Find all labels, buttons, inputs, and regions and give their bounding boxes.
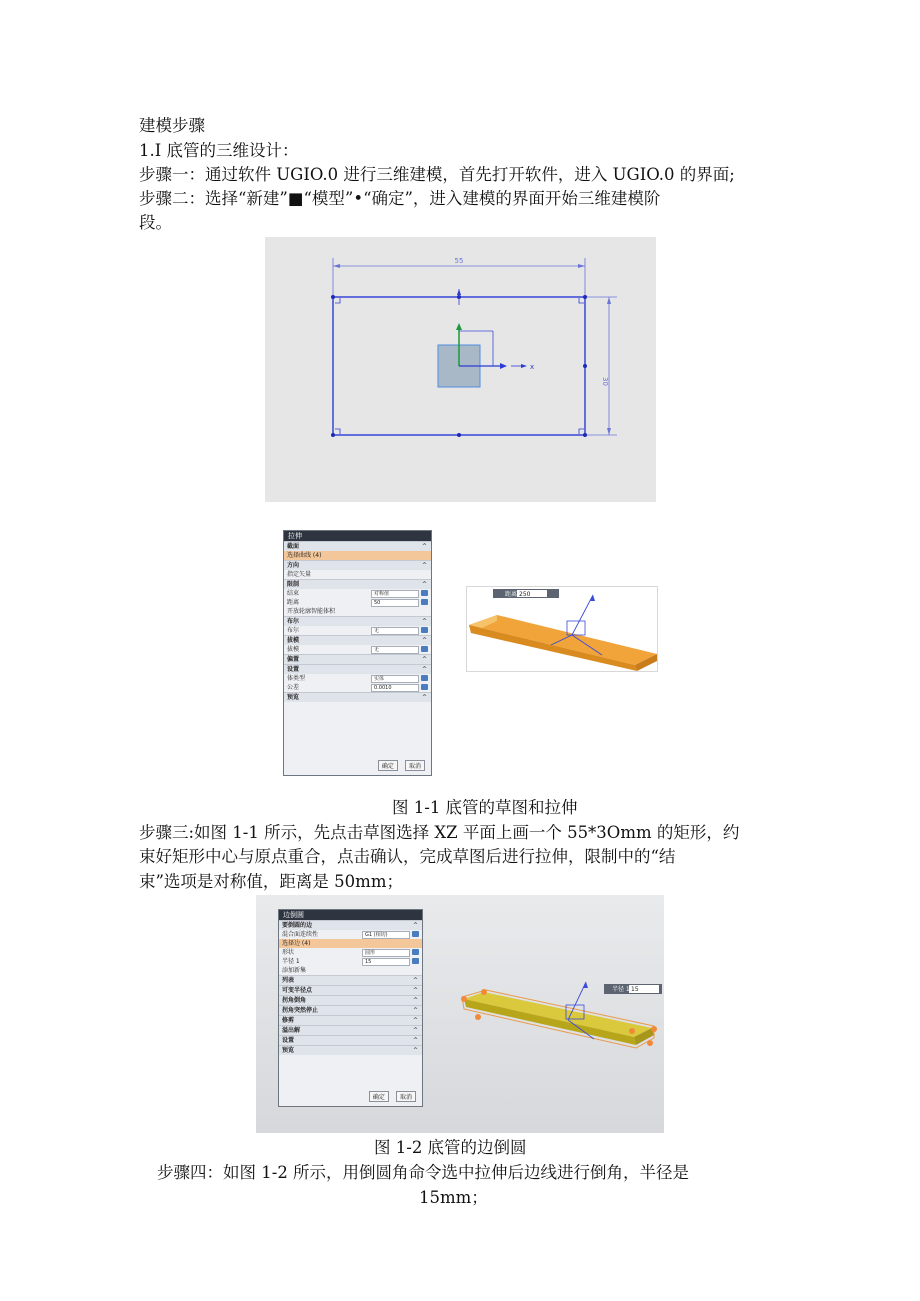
blend-dialog-rows — [279, 920, 422, 1055]
chevron-icon[interactable]: ^ — [412, 977, 418, 984]
dialog-row-label: 混合面连续性 — [282, 931, 319, 938]
dialog-row-label: 列表 — [282, 977, 295, 984]
step2-text-line2: 段。 — [139, 213, 172, 232]
step4-text-line1: 步骤四：如图 1-2 所示，用倒圆角命令选中拉伸后边线进行倒角，半径是 — [157, 1163, 690, 1182]
chevron-down-icon[interactable] — [421, 590, 428, 596]
dialog-row[interactable] — [284, 645, 431, 654]
dialog-row-label: 布尔 — [287, 618, 300, 625]
dialog-section-header[interactable] — [284, 560, 431, 570]
dialog-row-value[interactable]: G1 (相切) — [362, 931, 410, 939]
chevron-icon[interactable]: ^ — [412, 1047, 418, 1054]
chevron-icon[interactable]: ^ — [412, 997, 418, 1004]
chevron-down-icon[interactable] — [421, 684, 428, 690]
sketch-figure — [265, 237, 656, 502]
dialog-row-value[interactable]: 对称值 — [371, 590, 419, 598]
dialog-row-label: 半径 1 — [282, 958, 300, 965]
dialog-row-label: 限制 — [287, 581, 300, 588]
dialog-row-value[interactable]: 无 — [371, 627, 419, 635]
extrude-dialog-title — [284, 531, 431, 541]
chevron-icon[interactable]: ^ — [412, 1037, 418, 1044]
radius-value[interactable]: 15 — [631, 986, 639, 993]
ok-button[interactable]: 确定 — [378, 760, 398, 771]
dialog-row-value[interactable]: 无 — [371, 646, 419, 654]
dialog-row-label: 选择边 (4) — [282, 940, 311, 947]
dialog-row-label: 预览 — [287, 694, 300, 701]
dialog-row-label: 方向 — [287, 562, 300, 569]
dialog-row-label: 拐角倒角 — [282, 997, 307, 1004]
dialog-row-label: 预览 — [282, 1047, 295, 1054]
chevron-down-icon[interactable] — [412, 949, 419, 955]
dialog-row[interactable] — [279, 939, 422, 948]
dialog-row-label: 拔模 — [287, 646, 300, 653]
distance-label: 距离 — [505, 591, 518, 598]
blend-dialog-title — [279, 910, 422, 920]
dialog-row[interactable] — [284, 551, 431, 560]
dialog-section-header[interactable] — [279, 1045, 422, 1055]
chevron-down-icon[interactable] — [421, 599, 428, 605]
dialog-row-label: 拔模 — [287, 637, 300, 644]
ok-button[interactable]: 确定 — [369, 1091, 389, 1102]
dialog-section-header[interactable] — [279, 1035, 422, 1045]
chevron-icon[interactable]: ^ — [412, 1017, 418, 1024]
dialog-row-value[interactable]: 圆形 — [362, 949, 410, 957]
dialog-row-label: 修剪 — [282, 1017, 295, 1024]
chevron-icon[interactable]: ^ — [421, 656, 427, 663]
dialog-row[interactable] — [284, 607, 431, 616]
dialog-row[interactable] — [284, 570, 431, 579]
width-dimension: 55 — [454, 257, 464, 265]
step4-text-line2: 15mm； — [419, 1188, 488, 1207]
step3-text-line3: 束”选项是对称值，距离是 50mm； — [139, 872, 403, 891]
dialog-row-label: 距离 — [287, 599, 300, 606]
dialog-row-label: 添加新集 — [282, 967, 307, 974]
step1-text: 步骤一：通过软件 UGIO.0 进行三维建模，首先打开软件，进入 UGIO.0 的界面; — [139, 165, 735, 184]
dialog-row-value[interactable]: 15 — [362, 958, 410, 966]
dialog-section-header[interactable] — [279, 985, 422, 995]
dialog-row-label: 偏置 — [287, 656, 300, 663]
dialog-row-value[interactable]: 0.0010 — [371, 684, 419, 692]
dialog-row-label: 设置 — [282, 1037, 295, 1044]
figure2-caption: 图 1-2 底管的边倒圆 — [374, 1138, 527, 1157]
dialog-row[interactable] — [279, 957, 422, 966]
chevron-icon[interactable]: ^ — [412, 1027, 418, 1034]
extrude-view — [466, 586, 658, 672]
dialog-section-header[interactable] — [279, 1015, 422, 1025]
dialog-section-header[interactable] — [284, 664, 431, 674]
sketch-canvas — [265, 237, 656, 502]
dialog-row[interactable] — [284, 598, 431, 607]
dialog-row-value[interactable]: 50 — [371, 599, 419, 607]
dialog-section-header[interactable] — [284, 579, 431, 589]
step3-text-line2: 束好矩形中心与原点重合，点击确认，完成草图后进行拉伸，限制中的“结 — [139, 847, 676, 866]
dialog-row-label: 设置 — [287, 666, 300, 673]
chevron-down-icon[interactable] — [412, 958, 419, 964]
dialog-title-text: 拉伸 — [288, 532, 302, 540]
dialog-section-header[interactable] — [279, 920, 422, 930]
dialog-row-label: 体类型 — [287, 675, 306, 682]
dialog-row-label: 公差 — [287, 684, 300, 691]
dialog-row-label: 形状 — [282, 949, 295, 956]
dialog-row[interactable] — [284, 589, 431, 598]
dialog-row[interactable] — [284, 683, 431, 692]
extrude-dialog-rows — [284, 541, 431, 702]
chevron-down-icon[interactable] — [421, 627, 428, 633]
chevron-icon[interactable]: ^ — [421, 694, 427, 701]
extrude-canvas — [467, 587, 657, 671]
step3-text-line1: 步骤三:如图 1-1 所示，先点击草图选择 XZ 平面上画一个 55*3Omm 的矩形，约 — [139, 823, 740, 842]
dialog-row[interactable] — [279, 966, 422, 975]
chevron-icon[interactable]: ^ — [412, 922, 418, 929]
chevron-icon[interactable]: ^ — [421, 618, 427, 625]
dialog-row-label: 可变半径点 — [282, 987, 313, 994]
dialog-row-label: 布尔 — [287, 627, 300, 634]
dialog-row-label: 开放轮廓智能体积 — [287, 608, 336, 615]
dialog-section-header[interactable] — [279, 1005, 422, 1015]
dialog-section-header[interactable] — [279, 1025, 422, 1035]
section-title: 1.I 底管的三维设计： — [139, 141, 299, 160]
dialog-row[interactable] — [284, 626, 431, 635]
heading: 建模步骤 — [139, 116, 205, 135]
dialog-section-header[interactable] — [284, 541, 431, 551]
chevron-icon[interactable]: ^ — [421, 543, 427, 550]
distance-value[interactable]: 250 — [519, 591, 531, 598]
x-axis-label: x — [530, 363, 535, 371]
dialog-section-header[interactable] — [284, 635, 431, 645]
radius-label: 半径 1 — [612, 986, 630, 993]
chevron-icon[interactable]: ^ — [421, 581, 427, 588]
dialog-section-header[interactable] — [279, 975, 422, 985]
dialog-section-header[interactable] — [284, 616, 431, 626]
dialog-row-value[interactable]: 实体 — [371, 675, 419, 683]
dialog-row-label: 要倒圆的边 — [282, 922, 313, 929]
dialog-section-header[interactable] — [279, 995, 422, 1005]
dialog-row-label: 结束 — [287, 590, 300, 597]
dialog-row-label: 指定矢量 — [287, 571, 312, 578]
chevron-down-icon[interactable] — [412, 931, 419, 937]
chevron-icon[interactable]: ^ — [412, 1007, 418, 1014]
dialog-row[interactable] — [279, 930, 422, 939]
dialog-row[interactable] — [279, 948, 422, 957]
dialog-section-header[interactable] — [284, 692, 431, 702]
dialog-row-label: 选择曲线 (4) — [287, 552, 322, 559]
dialog-row-label: 溢出解 — [282, 1027, 301, 1034]
extrude-dialog — [283, 530, 432, 776]
cancel-button[interactable]: 取消 — [396, 1091, 416, 1102]
chevron-icon[interactable]: ^ — [421, 637, 427, 644]
dialog-row[interactable] — [284, 674, 431, 683]
chevron-down-icon[interactable] — [421, 675, 428, 681]
blend-figure — [256, 895, 664, 1133]
chevron-down-icon[interactable] — [421, 646, 428, 652]
dialog-row-label: 拐角突然停止 — [282, 1007, 319, 1014]
cancel-button[interactable]: 取消 — [405, 760, 425, 771]
figure1-caption: 图 1-1 底管的草图和拉伸 — [392, 798, 578, 817]
chevron-icon[interactable]: ^ — [421, 666, 427, 673]
dialog-row-label: 截面 — [287, 543, 300, 550]
step2-text-line1: 步骤二：选择“新建”■“模型”•“确定”，进入建模的界面开始三维建模阶 — [139, 189, 661, 208]
chevron-icon[interactable]: ^ — [412, 987, 418, 994]
dialog-title-text: 边倒圆 — [283, 911, 304, 919]
height-dimension: 30 — [601, 377, 609, 386]
chevron-icon[interactable]: ^ — [421, 562, 427, 569]
blend-dialog — [278, 909, 423, 1107]
dialog-section-header[interactable] — [284, 654, 431, 664]
